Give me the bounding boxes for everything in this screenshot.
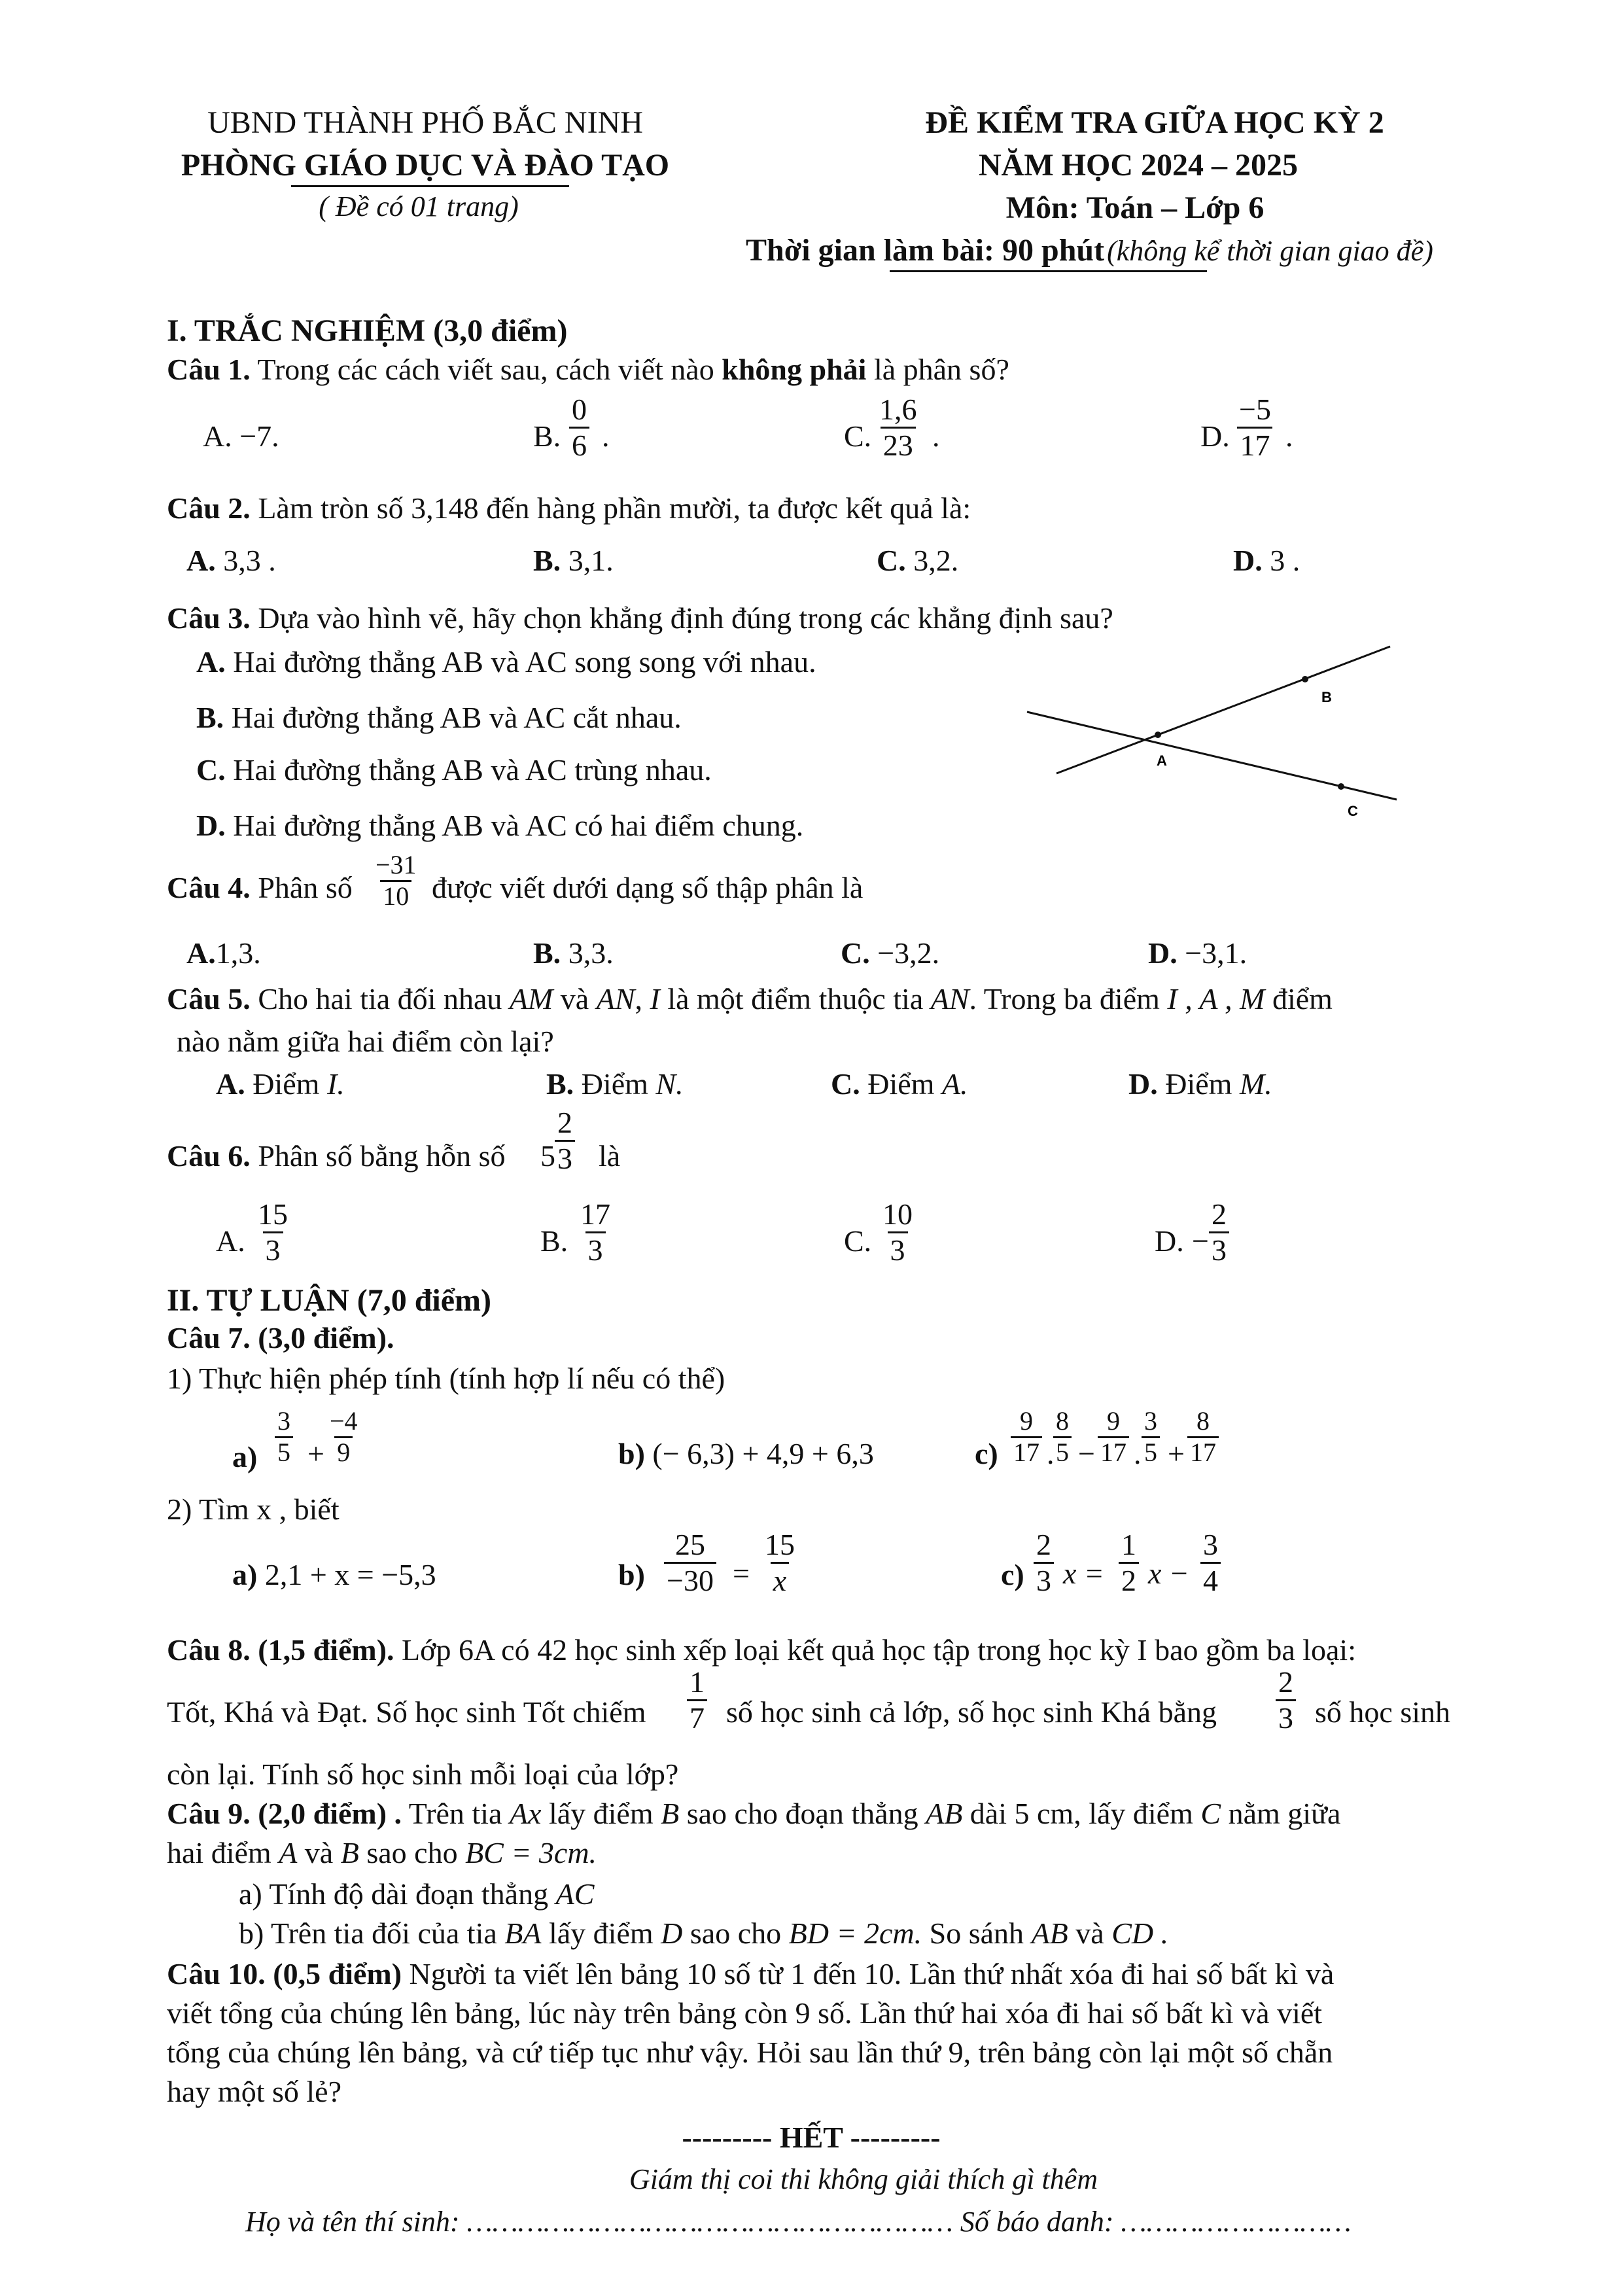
q9-text-e: nằm giữa [1228, 1797, 1341, 1830]
q6-option-b-label: B. [540, 1224, 568, 1258]
q9-b-ab: AB [1031, 1916, 1068, 1950]
fraction-denominator: 3 [1034, 1562, 1054, 1598]
q7-fc-label: c) [1001, 1558, 1024, 1591]
q6-option-a-fraction [255, 1197, 290, 1267]
fraction-denominator: 9 [334, 1436, 353, 1468]
q5-opt-c-value: Điểm [867, 1067, 935, 1101]
q7-a-label: a) [232, 1440, 258, 1474]
q6-option-d-fraction [1209, 1197, 1229, 1267]
q7-b-expr: (− 6,3) + 4,9 + 6,3 [652, 1437, 874, 1470]
q5-text-f: điểm [1272, 982, 1333, 1016]
point-b [1302, 676, 1308, 682]
q7-c-plus: + [1168, 1437, 1185, 1470]
q2-opt-c-label: C. [877, 544, 906, 577]
fraction-denominator: 5 [275, 1436, 293, 1468]
q5-opt-d-label: D. [1128, 1067, 1158, 1101]
q5-opt-d-point: M. [1239, 1067, 1272, 1101]
fraction-denominator: 3 [1276, 1699, 1296, 1735]
fraction-denominator: 2 [1119, 1562, 1139, 1598]
end-marker: --------- HẾT --------- [682, 2121, 941, 2154]
q2-opt-a-label: A. [186, 544, 216, 577]
fraction-denominator: 5 [1142, 1436, 1160, 1468]
q10-line1-text: Người ta viết lên bảng 10 số từ 1 đến 10. Lần thứ nhất xóa đi hai số bất kì và [409, 1957, 1335, 1990]
q9-ray: Ax [509, 1797, 542, 1830]
q7-fc-x2: x − [1148, 1557, 1189, 1590]
q10-line2: viết tổng của chúng lên bảng, lúc này trên bảng còn 9 số. Lần thứ hai xóa đi hai số bất kì và viết [167, 1996, 1323, 2030]
time-label: Thời gian làm bài: 90 phút [746, 233, 1105, 268]
q6-text-a: Phân số bằng hỗn số [258, 1139, 506, 1173]
q6-option-d-label: D. [1155, 1224, 1184, 1258]
proctor-note: Giám thị coi thi không giải thích gì thêm [629, 2163, 1098, 2195]
time-note: (không kể thời gian giao đề) [1107, 235, 1433, 267]
q1-opt-a-value: −7. [239, 419, 279, 453]
q9-line2-c: sao cho [366, 1836, 458, 1869]
q9-label: Câu 9. (2,0 điểm) . [167, 1797, 402, 1830]
q7-c-minus: − [1078, 1437, 1095, 1470]
q7-fc-fraction1 [1034, 1528, 1054, 1597]
fraction-numerator: 3 [1144, 1406, 1157, 1436]
q7-fc-x1: x = [1063, 1557, 1104, 1590]
q2-option-b [533, 543, 614, 578]
q9-b-point: D [661, 1916, 683, 1950]
q4-fraction [373, 851, 419, 911]
q2-option-c [877, 543, 958, 578]
fraction-denominator: 5 [1053, 1436, 1072, 1468]
q3-opt-b-label: B. [196, 701, 224, 734]
q2-label: Câu 2. [167, 491, 251, 525]
name-label: Họ và tên thí sinh: [245, 2206, 460, 2238]
fraction-numerator: 15 [258, 1197, 288, 1231]
q9-b-text-c: sao cho [689, 1916, 782, 1950]
q3-text [167, 601, 1113, 635]
q8-line2-b: số học sinh cả lớp, số học sinh Khá bằng [726, 1695, 1217, 1729]
fraction-numerator: 3 [277, 1406, 290, 1436]
q7-c-dot2: . [1134, 1437, 1142, 1470]
q1-option-d-fraction [1236, 393, 1274, 462]
q6-option-a-label: A. [216, 1224, 245, 1258]
q1-option-d-dot: . [1285, 419, 1293, 453]
fraction-numerator: 9 [1107, 1406, 1120, 1436]
q2-opt-b-value: 3,1. [568, 544, 614, 577]
fraction-numerator: 3 [1203, 1528, 1218, 1561]
q4-label: Câu 4. [167, 871, 251, 904]
q4-option-d [1148, 936, 1247, 970]
q4-opt-b-value: 3,3. [568, 936, 614, 970]
q3-option-b [196, 700, 682, 735]
q7-fb-fraction1 [664, 1528, 716, 1597]
q5-option-b [546, 1067, 684, 1101]
fraction-numerator: 17 [580, 1197, 610, 1231]
q6-label-line [167, 1139, 506, 1173]
q3-opt-a-value: Hai đường thẳng AB và AC song song với nhau. [233, 645, 816, 679]
q1-option-d-label: D. [1200, 419, 1230, 453]
q4-opt-a-value: 1,3. [215, 936, 261, 970]
q9-line2 [167, 1835, 597, 1870]
q9-a-text: a) Tính độ dài đoạn thẳng [239, 1877, 549, 1911]
q4-text-a: Phân số [258, 871, 353, 904]
q3-opt-a-label: A. [196, 645, 226, 679]
fraction-denominator: 17 [1011, 1436, 1042, 1468]
q6-option-c-fraction [880, 1197, 915, 1267]
q4-opt-a-label: A. [186, 936, 216, 970]
q7-find-a [232, 1557, 436, 1592]
q3-option-d [196, 808, 803, 843]
fraction-denominator: 3 [888, 1231, 908, 1267]
q4-text-b: được viết dưới dạng số thập phân là [432, 871, 864, 904]
fraction-denominator: 4 [1200, 1562, 1221, 1598]
fraction-numerator: 2 [1278, 1665, 1293, 1699]
q8-fraction2 [1276, 1665, 1296, 1735]
q1-option-c-fraction [877, 393, 920, 462]
q10-label: Câu 10. (0,5 điểm) [167, 1957, 402, 1990]
q9-part-b [239, 1916, 1168, 1951]
fraction-denominator: 6 [569, 427, 589, 463]
q9-line2-a: hai điểm [167, 1836, 271, 1869]
fraction-denominator: 3 [585, 1231, 606, 1267]
q1-option-c-label: C. [844, 419, 872, 453]
fraction-numerator: 1 [689, 1665, 705, 1699]
fraction-denominator: 17 [1187, 1436, 1219, 1468]
fraction-numerator: −5 [1239, 393, 1271, 426]
point-a [1155, 732, 1161, 738]
q4-opt-c-value: −3,2. [877, 936, 940, 970]
q2-body: Làm tròn số 3,148 đến hàng phần mười, ta được kết quả là: [258, 491, 971, 525]
q7-fc-fraction3 [1200, 1528, 1221, 1597]
fraction-numerator: 2 [557, 1106, 572, 1139]
fraction-numerator: 2 [1212, 1197, 1227, 1231]
fraction-denominator: 23 [881, 427, 916, 463]
q9-b-ray: BA [504, 1916, 542, 1950]
q7-fc-fraction2 [1119, 1528, 1139, 1597]
q3-label: Câu 3. [167, 601, 251, 635]
q2-option-d [1233, 543, 1300, 578]
q10-line4: hay một số lẻ? [167, 2075, 341, 2108]
q7-c-fraction5 [1187, 1407, 1219, 1468]
sbd-label: Số báo danh: [960, 2206, 1114, 2238]
q9-part-a [239, 1877, 594, 1911]
q5-opt-b-value: Điểm [581, 1067, 648, 1101]
fraction-denominator: 10 [380, 880, 411, 911]
q8-line2-c: số học sinh [1315, 1695, 1450, 1729]
q3-opt-c-label: C. [196, 753, 226, 786]
q3-body: Dựa vào hình vẽ, hãy chọn khẳng định đúng trong các khẳng định sau? [258, 601, 1113, 635]
candidate-info [245, 2205, 1352, 2238]
q7-a-fraction2 [327, 1407, 360, 1468]
q5-ray2: AN [596, 982, 635, 1016]
fraction-denominator: 3 [555, 1140, 575, 1176]
q6-option-b-fraction [578, 1197, 613, 1267]
q7-c-fraction3 [1098, 1407, 1129, 1468]
q8-line1-text: Lớp 6A có 42 học sinh xếp loại kết quả học tập trong học kỳ I bao gồm ba loại: [402, 1633, 1356, 1667]
q9-bc: BC = 3cm. [465, 1836, 597, 1869]
label-a: A [1157, 752, 1167, 769]
q5-text-e: . Trong ba điểm [969, 982, 1160, 1016]
fraction-denominator: x [771, 1562, 789, 1598]
q10-line1 [167, 1956, 1334, 1991]
q7-fb-label: b) [618, 1558, 645, 1591]
q7-c-fraction1 [1011, 1407, 1042, 1468]
fraction-numerator: −31 [375, 850, 417, 879]
q6-text-b: là [599, 1139, 621, 1173]
q9-b-cd: CD . [1111, 1916, 1169, 1950]
q5-opt-a-point: I. [326, 1067, 345, 1101]
fraction-numerator: 2 [1036, 1528, 1051, 1561]
exam-title: ĐỀ KIỂM TRA GIỮA HỌC KỲ 2 [925, 105, 1384, 140]
q7-part1: 1) Thực hiện phép tính (tính hợp lí nếu có thể) [167, 1362, 725, 1395]
q5-label: Câu 5. [167, 982, 251, 1016]
q1-option-b-label: B. [533, 419, 561, 453]
q5-text [167, 981, 1333, 1016]
q7-c-fraction2 [1053, 1407, 1072, 1468]
q1-option-b-dot: . [602, 419, 610, 453]
q5-ray3: AN [930, 982, 969, 1016]
q9-b-text-a: b) Trên tia đối của tia [239, 1916, 497, 1950]
q8-line1 [167, 1633, 1356, 1667]
name-field: ………………………………………………… [466, 2206, 953, 2238]
fraction-numerator: −4 [330, 1406, 358, 1436]
q5-ray1: AM [509, 982, 553, 1016]
q4-opt-d-label: D. [1148, 936, 1178, 970]
q7-label: Câu 7. (3,0 điểm). [167, 1321, 394, 1354]
q5-opt-a-label: A. [216, 1067, 245, 1101]
q6-mixed-fraction [555, 1106, 575, 1175]
point-c [1338, 783, 1344, 790]
section2-title: II. TỰ LUẬN (7,0 điểm) [167, 1283, 492, 1318]
q2-opt-b-label: B. [533, 544, 561, 577]
q9-point-c: C [1200, 1797, 1221, 1830]
q2-opt-d-label: D. [1233, 544, 1263, 577]
q1-text [167, 352, 1009, 387]
q5-line2: nào nằm giữa hai điểm còn lại? [177, 1025, 554, 1058]
q7-a-op: + [307, 1437, 324, 1470]
fraction-numerator: 8 [1196, 1406, 1210, 1436]
q5-option-c [831, 1067, 968, 1101]
q3-option-c [196, 752, 712, 787]
fraction-numerator: 25 [674, 1528, 705, 1561]
time-underline [890, 270, 1207, 272]
q3-opt-b-value: Hai đường thẳng AB và AC cắt nhau. [231, 701, 682, 734]
q9-text-c: sao cho đoạn thẳng [686, 1797, 918, 1830]
fraction-numerator: 1 [1121, 1528, 1136, 1561]
fraction-numerator: 0 [572, 393, 587, 426]
fraction-numerator: 15 [765, 1528, 795, 1561]
q5-opt-a-value: Điểm [253, 1067, 320, 1101]
q4-opt-b-label: B. [533, 936, 561, 970]
q5-opt-c-point: A. [941, 1067, 968, 1101]
q1-option-c-dot: . [932, 419, 940, 453]
header-district: UBND THÀNH PHỐ BẮC NINH [207, 105, 643, 140]
q5-points: I , A , M [1167, 982, 1265, 1016]
q9-point-b2: B [340, 1836, 359, 1869]
q3-option-a [196, 645, 816, 679]
q7-part2: 2) Tìm x , biết [167, 1492, 340, 1526]
q5-point-i: I [650, 982, 660, 1016]
q1-option-a [203, 419, 279, 453]
q9-text-b: lấy điểm [548, 1797, 654, 1830]
fraction-numerator: 1,6 [879, 393, 917, 426]
section1-title: I. TRẮC NGHIỆM (3,0 điểm) [167, 313, 568, 348]
fraction-denominator: −30 [664, 1562, 716, 1598]
school-year: NĂM HỌC 2024 – 2025 [979, 148, 1298, 183]
q5-option-d [1128, 1067, 1272, 1101]
q8-fraction1 [687, 1665, 707, 1735]
fraction-denominator: 17 [1237, 427, 1272, 463]
q2-opt-c-value: 3,2. [913, 544, 959, 577]
header-underline [291, 185, 569, 187]
q5-opt-b-point: N. [655, 1067, 684, 1101]
q1-label: Câu 1. [167, 353, 251, 386]
q8-line3: còn lại. Tính số học sinh mỗi loại của lớp? [167, 1757, 679, 1791]
q9-segment: AB [926, 1797, 963, 1830]
q1-text-bold: không phải [722, 353, 867, 386]
q7-fb-eq: = [733, 1557, 750, 1590]
q7-c-dot1: . [1047, 1437, 1055, 1470]
q4-opt-c-label: C. [841, 936, 870, 970]
q2-text [167, 491, 971, 525]
q4-label-line [167, 870, 353, 905]
q7-fa-expr: 2,1 + x = −5,3 [264, 1558, 436, 1591]
q9-line2-b: và [304, 1836, 334, 1869]
q3-opt-c-value: Hai đường thẳng AB và AC trùng nhau. [233, 753, 712, 786]
q4-opt-d-value: −3,1. [1185, 936, 1248, 970]
q10-line3: tổng của chúng lên bảng, và cứ tiếp tục như vậy. Hỏi sau lần thứ 9, trên bảng còn lại một số chẵn [167, 2036, 1333, 2069]
q2-opt-a-value: 3,3 . [223, 544, 276, 577]
q5-opt-b-label: B. [546, 1067, 574, 1101]
q2-opt-d-value: 3 . [1270, 544, 1300, 577]
q5-option-a [216, 1067, 345, 1101]
q7-b [618, 1436, 874, 1471]
q6-label: Câu 6. [167, 1139, 251, 1173]
time-line [746, 232, 1433, 268]
q9-b-text-e: và [1075, 1916, 1104, 1950]
q1-opt-a-label: A. [203, 419, 232, 453]
q6-option-d-sign: − [1192, 1224, 1209, 1258]
q7-a-fraction1 [275, 1407, 293, 1468]
label-b: B [1321, 689, 1332, 705]
q3-opt-d-value: Hai đường thẳng AB và AC có hai điểm chung. [233, 809, 804, 842]
q1-text-a: Trong các cách viết sau, cách viết nào [257, 353, 714, 386]
q7-b-label: b) [618, 1437, 645, 1470]
q4-option-b [533, 936, 614, 970]
fraction-numerator: 10 [882, 1197, 913, 1231]
q1-text-b: là phân số? [873, 353, 1009, 386]
q9-point-a: A [279, 1836, 298, 1869]
q6-option-c-label: C. [844, 1224, 872, 1258]
fraction-denominator: 3 [263, 1231, 283, 1267]
q1-option-b-fraction [569, 393, 589, 462]
q5-text-d: là một điểm thuộc tia [667, 982, 924, 1016]
q7-c-fraction4 [1142, 1407, 1160, 1468]
q4-option-a [186, 936, 261, 970]
q3-figure [1021, 635, 1413, 831]
q8-label: Câu 8. (1,5 điểm). [167, 1633, 394, 1667]
q5-text-c: , [635, 982, 642, 1016]
q4-option-c [841, 936, 939, 970]
q5-text-a: Cho hai tia đối nhau [258, 982, 502, 1016]
line-ab [1056, 646, 1390, 773]
header-department: PHÒNG GIÁO DỤC VÀ ĐÀO TẠO [181, 148, 670, 183]
q9-b-text-d: So sánh [929, 1916, 1024, 1950]
q9-line1 [167, 1796, 1340, 1831]
q9-text-d: dài 5 cm, lấy điểm [969, 1797, 1193, 1830]
fraction-numerator: 9 [1020, 1406, 1033, 1436]
fraction-numerator: 8 [1056, 1406, 1069, 1436]
q9-b-bd: BD = 2cm. [788, 1916, 922, 1950]
fraction-denominator: 7 [687, 1699, 707, 1735]
q7-fb-fraction2 [762, 1528, 797, 1597]
q5-opt-c-label: C. [831, 1067, 860, 1101]
label-c: C [1348, 803, 1358, 819]
header-page-count: ( Đề có 01 trang) [319, 190, 519, 222]
sbd-field: ……………………… [1121, 2206, 1352, 2238]
q8-line2-a: Tốt, Khá và Đạt. Số học sinh Tốt chiếm [167, 1695, 646, 1729]
q5-opt-d-value: Điểm [1165, 1067, 1232, 1101]
q3-opt-d-label: D. [196, 809, 226, 842]
q5-text-b: và [560, 982, 589, 1016]
q9-a-seg: AC [555, 1877, 595, 1911]
q2-option-a [186, 543, 276, 578]
q6-mixed-whole: 5 [540, 1139, 555, 1173]
fraction-denominator: 3 [1209, 1231, 1229, 1267]
q7-fa-label: a) [232, 1558, 258, 1591]
q9-point-b: B [661, 1797, 680, 1830]
q9-text-a: Trên tia [408, 1797, 502, 1830]
q7-c-label: c) [975, 1437, 998, 1470]
fraction-denominator: 17 [1098, 1436, 1129, 1468]
subject: Môn: Toán – Lớp 6 [1005, 190, 1265, 225]
q9-b-text-b: lấy điểm [548, 1916, 654, 1950]
